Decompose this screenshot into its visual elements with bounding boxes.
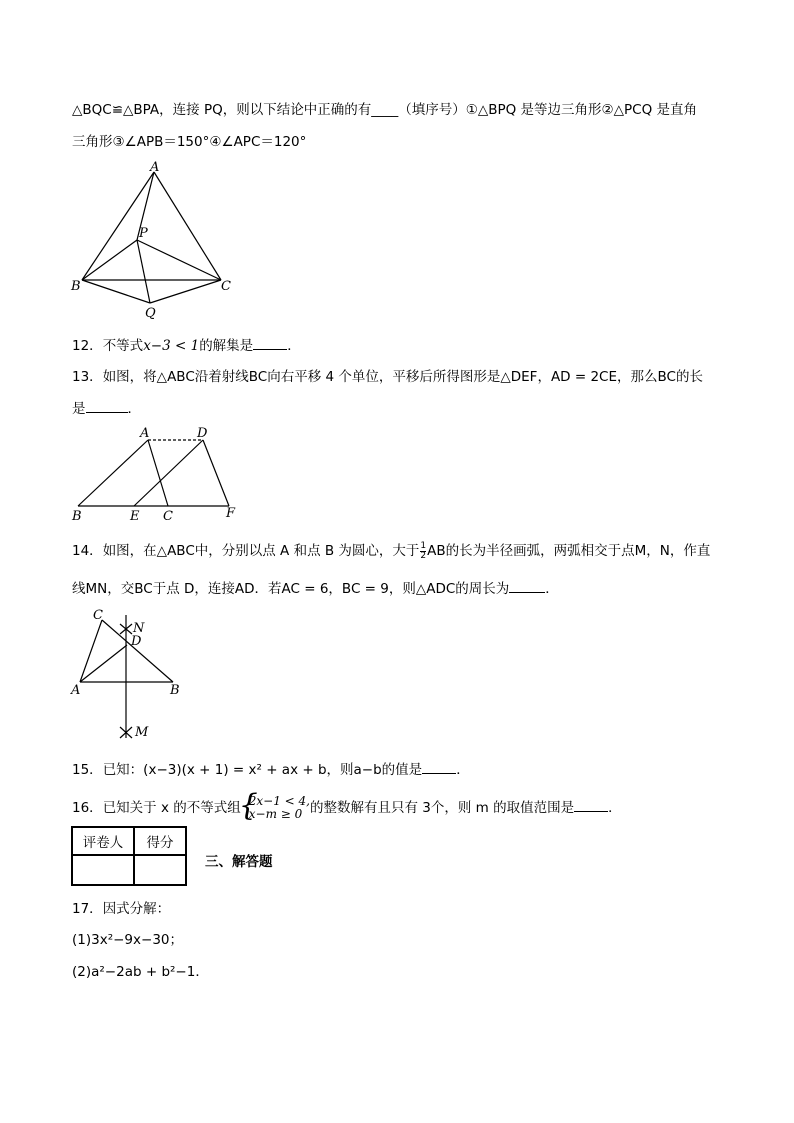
label-a: A	[140, 426, 150, 441]
q17-part2: (2)a²−2ab + b²−1．	[72, 964, 209, 980]
label-b: B	[72, 509, 82, 524]
label-f: F	[226, 506, 236, 521]
score-cell[interactable]	[134, 855, 186, 885]
q17-part1: (1)3x²−9x−30；	[72, 932, 183, 948]
label-q: Q	[145, 306, 156, 320]
q14-text-a: 如图，在△ABC中，分别以点 A 和点 B 为圆心，大于	[102, 543, 420, 559]
q11-figure	[66, 160, 246, 320]
label-c: C	[163, 509, 173, 524]
inequality-1: { 2x−1 < 4,	[248, 794, 310, 808]
q11-text-line1: △BQC≌△BPA，连接 PQ，则以下结论中正确的有____（填序号）①△BPQ 是等边三角形②△PCQ 是直角	[72, 102, 697, 118]
q13-line2	[72, 398, 141, 419]
label-e: E	[130, 509, 140, 524]
q13-text-line2: 是	[72, 401, 86, 417]
q16-text-before: 已知关于 x 的不等式组	[102, 800, 241, 816]
label-b: B	[71, 279, 81, 294]
q13-text: 如图，将△ABC沿着射线BC向右平移 4 个单位，平移后所得图形是△DEF，AD = 2CE，那么BC的长	[102, 369, 703, 385]
q16	[72, 795, 622, 821]
q12-end: ．	[287, 338, 301, 354]
q16-number: 16．	[72, 800, 103, 816]
score-header: 得分	[134, 827, 186, 855]
label-d: D	[131, 634, 142, 649]
q14-number: 14．	[72, 543, 103, 559]
q12-text-after: 的解集是	[199, 338, 254, 354]
q13-line1	[72, 367, 703, 387]
q14-figure	[66, 603, 196, 745]
q13-answer-blank[interactable]	[86, 398, 128, 413]
q16-answer-blank[interactable]	[574, 797, 608, 812]
frac-numerator: 1	[420, 540, 427, 551]
q17-number: 17．	[72, 901, 103, 917]
q15-text: 已知：(x−3)(x + 1) = x² + ax + b，则a−b的值是	[102, 762, 423, 778]
q14-answer-blank[interactable]	[509, 578, 545, 593]
section-title: 三、解答题	[205, 854, 273, 870]
inequality-system	[241, 795, 310, 821]
inequality-2: x−m ≥ 0	[248, 807, 303, 821]
q13-figure	[66, 420, 246, 526]
q15-end: ．	[456, 762, 470, 778]
q14-text-line2: 线MN，交BC于点 D，连接AD．若AC = 6，BC = 9，则△ADC的周长为	[72, 581, 510, 597]
q12-number: 12．	[72, 338, 103, 354]
label-c: C	[93, 608, 103, 623]
one-half-fraction	[420, 542, 426, 561]
q12-expression: x−3 < 1	[143, 338, 200, 354]
label-a: A	[71, 683, 81, 698]
q13-end: ．	[127, 401, 141, 417]
q15-number: 15．	[72, 762, 103, 778]
q11-text-line2: 三角形③∠APB＝150°④∠APC＝120°	[72, 134, 307, 150]
q16-end: ．	[608, 800, 622, 816]
q14-end: ．	[545, 581, 559, 597]
q12-text-before: 不等式	[102, 338, 144, 354]
reviewer-header: 评卷人	[72, 827, 134, 855]
q17-title	[72, 899, 170, 919]
label-a: A	[150, 160, 160, 175]
q15	[72, 759, 470, 780]
frac-denominator: 2	[420, 550, 427, 561]
q15-answer-blank[interactable]	[422, 759, 456, 774]
q17-title-text: 因式分解：	[102, 901, 171, 917]
label-d: D	[197, 426, 208, 441]
label-n: N	[133, 621, 145, 636]
q13-number: 13．	[72, 369, 103, 385]
label-p: P	[139, 226, 148, 241]
reviewer-cell[interactable]	[72, 855, 134, 885]
q16-text-after: 的整数解有且只有 3个，则 m 的取值范围是	[310, 800, 575, 816]
q12-answer-blank[interactable]	[253, 335, 287, 350]
label-c: C	[221, 279, 231, 294]
q14-line2	[72, 578, 559, 599]
score-table	[71, 826, 187, 886]
q14-line1	[72, 541, 710, 561]
label-m: M	[135, 725, 149, 740]
q12	[72, 335, 301, 356]
q14-text-b: AB的长为半径画弧，两弧相交于点M，N，作直	[427, 543, 711, 559]
label-b: B	[170, 683, 180, 698]
